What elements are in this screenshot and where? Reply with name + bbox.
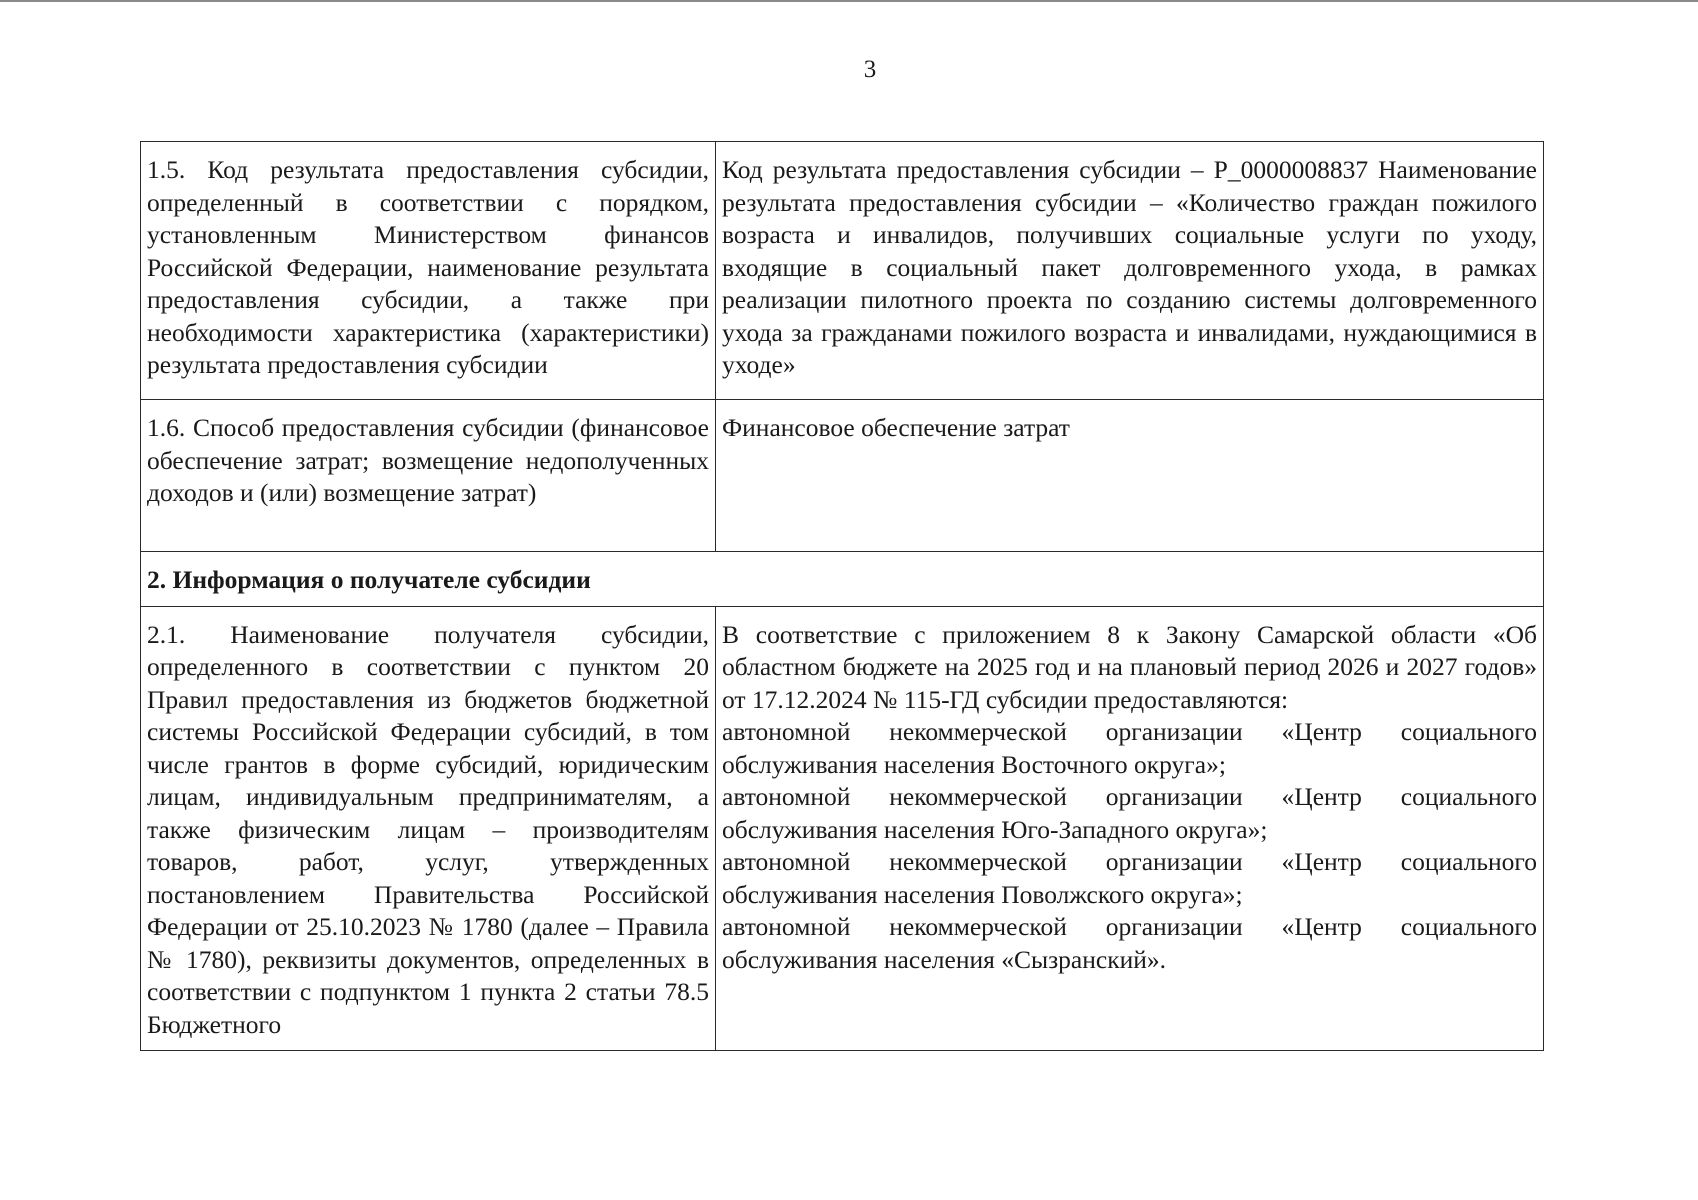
recipient-item: автономной некоммерческой организации «Центр социального обслуживания населения «Сызранский». (722, 912, 1537, 974)
row-2-1-label: 2.1. Наименование получателя субсидии, определенного в соответствии с пунктом 20 Правил предоставления из бюджетов бюджетной системы Российской Федерации субсидий, в том числе грантов в форме субсидий, юридическим лицам, индивидуальным предпринимателям, а также физическим лицам – производителям товаров, работ, услуг, утвержденных постановлением Правительства Российской Федерации от 25.10.2023 № 1780 (далее – Правила № 1780), реквизиты документов, определенных в соответствии с подпунктом 1 пункта 2 статьи 78.5 Бюджетного (141, 606, 716, 1051)
row-1-6-value: Финансовое обеспечение затрат (716, 400, 1544, 552)
recipient-item: автономной некоммерческой организации «Центр социального обслуживания населения Восточного округа»; (722, 717, 1537, 779)
table-row (141, 142, 1544, 400)
row-1-6-label: 1.6. Способ предоставления субсидии (финансовое обеспечение затрат; возмещение недополученных доходов и (или) возмещение затрат) (141, 400, 716, 552)
table-row (141, 400, 1544, 552)
recipient-item: автономной некоммерческой организации «Центр социального обслуживания населения Юго-Западного округа»; (722, 782, 1537, 844)
table-row (141, 606, 1544, 1051)
row-2-1-value (716, 606, 1544, 1051)
row-1-5-value: Код результата предоставления субсидии – Р_0000008837 Наименование результата предоставления субсидии – «Количество граждан пожилого возраста и инвалидов, получивших социальные услуги по уходу, входящие в социальный пакет долговременного ухода, в рамках реализации пилотного проекта по созданию системы долговременного ухода за гражданами пожилого возраста и инвалидами, нуждающимися в уходе» (716, 142, 1544, 400)
recipient-intro: В соответствие с приложением 8 к Закону Самарской области «Об областном бюджете на 2025 год и на плановый период 2026 и 2027 годов» от 17.12.2024 № 115-ГД субсидии предоставляются: (722, 619, 1537, 714)
row-1-5-label: 1.5. Код результата предоставления субсидии, определенный в соответствии с порядком, установленным Министерством финансов Российской Федерации, наименование результата предоставления субсидии, а также при необходимости характеристика (характеристики) результата предоставления субсидии (141, 142, 716, 400)
page-number: 3 (863, 56, 877, 83)
table-row (141, 552, 1544, 607)
section-2-heading: 2. Информация о получателе субсидии (141, 552, 1544, 607)
recipient-item: автономной некоммерческой организации «Центр социального обслуживания населения Поволжского округа»; (722, 847, 1537, 909)
page-top-border (0, 0, 1698, 2)
subsidy-info-table (140, 141, 1544, 1051)
